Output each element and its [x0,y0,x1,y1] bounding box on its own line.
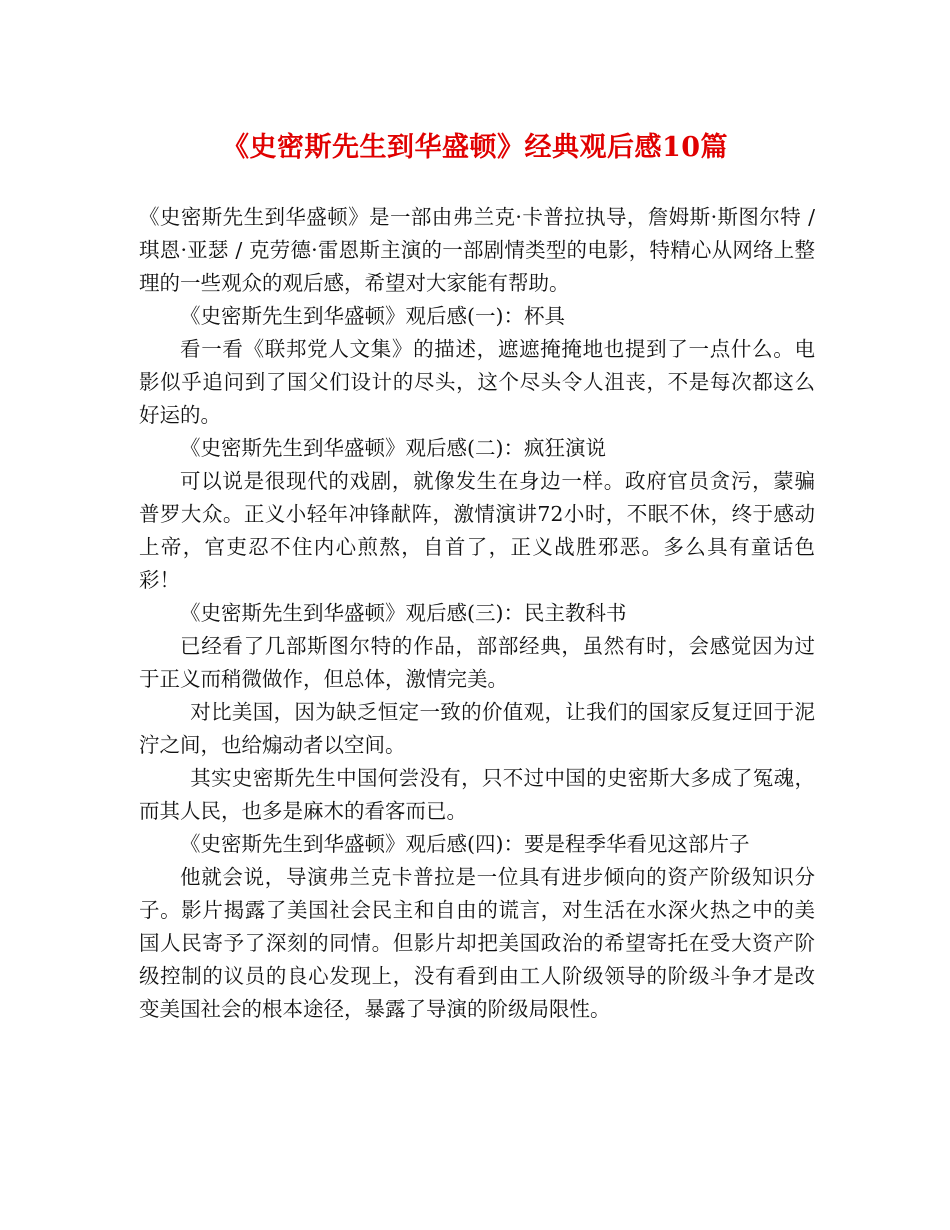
section-4-paragraph-1: 他就会说，导演弗兰克卡普拉是一位具有进步倾向的资产阶级知识分子。影片揭露了美国社会民主和自由的谎言，对生活在水深火热之中的美国人民寄予了深刻的同情。但影片却把美国政治的希望寄托在受大资产阶级控制的议员的良心发现上，没有看到由工人阶级领导的阶级斗争才是改变美国社会的根本途径，暴露了导演的阶级局限性。 [139,865,815,1021]
section-heading-2: 《史密斯先生到华盛顿》观后感(二)：疯狂演说 [180,436,606,460]
document-title: 《史密斯先生到华盛顿》经典观后感10篇 [221,132,729,163]
section-2-paragraph-1: 可以说是很现代的戏剧，就像发生在身边一样。政府官员贪污，蒙骗普罗大众。正义小轻年冲锋献阵，激情演讲72小时，不眠不休，终于感动上帝，官吏忍不住内心煎熬，自首了，正义战胜邪恶。多么具有童话色彩！ [139,469,815,592]
section-1-paragraph-1: 看一看《联邦党人文集》的描述，遮遮掩掩地也提到了一点什么。电影似乎追问到了国父们设计的尽头，这个尽头令人沮丧，不是每次都这么好运的。 [139,337,815,427]
section-heading-3: 《史密斯先生到华盛顿》观后感(三)：民主教科书 [180,601,627,625]
section-3-paragraph-1: 已经看了几部斯图尔特的作品，部部经典，虽然有时，会感觉因为过于正义而稍微做作，但总体，激情完美。 [139,634,815,691]
section-3-paragraph-3: 其实史密斯先生中国何尝没有，只不过中国的史密斯大多成了冤魂，而其人民，也多是麻木的看客而已。 [139,766,815,823]
document-body [139,201,815,1026]
section-heading-4: 《史密斯先生到华盛顿》观后感(四)：要是程季华看见这部片子 [180,832,750,856]
intro-paragraph: 《史密斯先生到华盛顿》是一部由弗兰克·卡普拉执导，詹姆斯·斯图尔特 / 琪恩·亚瑟 / 克劳德·雷恩斯主演的一部剧情类型的电影，特精心从网络上整理的一些观众的观后感，希望对大家能有帮助。 [139,205,815,295]
section-heading-1: 《史密斯先生到华盛顿》观后感(一)：杯具 [180,304,565,328]
section-3-paragraph-2: 对比美国，因为缺乏恒定一致的价值观，让我们的国家反复迂回于泥泞之间，也给煽动者以空间。 [139,700,815,757]
